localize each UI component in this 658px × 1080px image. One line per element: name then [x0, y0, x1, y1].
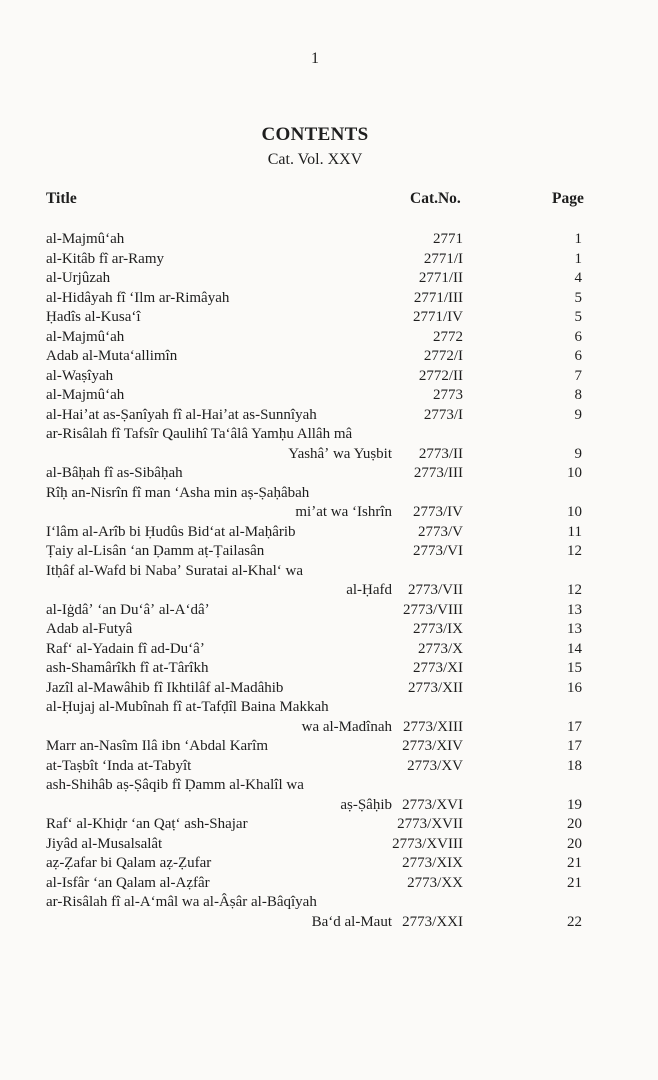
entry-page: 9: [574, 445, 582, 462]
contents-row: [0, 874, 658, 894]
entry-catno: 2773/XIX: [402, 855, 463, 871]
entry-page: 5: [574, 309, 582, 325]
contents-row: [0, 815, 658, 835]
entry-catno: 2773/XVI: [402, 796, 463, 813]
entry-catno: 2773/VI: [413, 543, 463, 559]
entry-page: 1: [574, 231, 582, 247]
contents-row: [0, 796, 658, 816]
contents-row: [0, 679, 658, 699]
entry-title: miʼat wa ʻIshrîn: [295, 504, 392, 520]
contents-row: [0, 640, 658, 660]
page-number: 1: [311, 50, 319, 67]
entry-title: Ḥadîs al-Kusaʻî: [46, 309, 141, 325]
contents-row: [0, 367, 658, 387]
entry-title: al-Waṣîyah: [46, 367, 114, 384]
entry-title: Itḥâf al-Wafd bi Nabaʼ Suratai al-Khalʻ wa: [46, 562, 304, 579]
entry-title: Yashâʼ wa Yuṣbit: [288, 445, 392, 462]
entry-catno: 2771/I: [423, 250, 463, 267]
contents-row: [0, 289, 658, 309]
contents-row: [0, 835, 658, 855]
entry-page: 18: [567, 757, 582, 774]
entry-page: 11: [567, 523, 582, 540]
entry-title: al-Bâḥah fî as-Sibâḥah: [46, 465, 183, 481]
entry-page: 20: [567, 835, 582, 852]
entry-page: 17: [567, 738, 582, 754]
contents-row: [0, 913, 658, 933]
entry-title: al-Iġdâʼ ʻan Duʻâʼ al-Aʻdâʼ: [46, 601, 210, 618]
contents-table: [0, 230, 658, 932]
contents-row: [0, 659, 658, 679]
entry-page: 10: [567, 465, 582, 481]
contents-row: [0, 386, 658, 406]
entry-catno: 2773/XVIII: [392, 835, 463, 852]
entry-page: 10: [567, 504, 582, 520]
contents-row: [0, 523, 658, 543]
entry-catno: 2773/XVII: [397, 816, 463, 832]
entry-catno: 2771: [433, 231, 463, 247]
entry-title: Baʻd al-Maut: [311, 913, 392, 930]
contents-row: [0, 698, 658, 718]
column-header-page: Page: [552, 190, 584, 207]
entry-catno: 2773/XII: [408, 679, 463, 696]
entry-title: al-Kitâb fî ar-Ramy: [46, 250, 164, 267]
contents-row: [0, 854, 658, 874]
entry-page: 1: [574, 250, 582, 267]
entry-catno: 2773/II: [418, 445, 463, 462]
contents-row: [0, 445, 658, 465]
contents-row: [0, 718, 658, 738]
contents-row: [0, 230, 658, 250]
entry-title: ar-Risâlah fî al-Aʻmâl wa al-Âṣâr al-Bâqîyah: [46, 894, 317, 910]
entry-title: ash-Shihâb aṣ-Ṣâqib fî Ḍamm al-Khalîl wa: [46, 777, 304, 793]
entry-catno: 2773/IX: [413, 621, 463, 637]
contents-row: [0, 250, 658, 270]
entry-title: Jiyâd al-Musalsalât: [46, 835, 163, 852]
entry-catno: 2771/III: [413, 289, 463, 306]
entry-catno: 2773/XIV: [402, 738, 463, 754]
entry-page: 5: [574, 289, 582, 306]
entry-catno: 2773/XX: [407, 874, 463, 891]
entry-catno: 2772/I: [423, 348, 463, 364]
entry-page: 20: [567, 816, 582, 832]
column-header-title: Title: [46, 190, 77, 207]
entry-page: 21: [567, 855, 582, 871]
contents-row: [0, 757, 658, 777]
contents-row: [0, 581, 658, 601]
entry-catno: 2771/II: [418, 270, 463, 286]
entry-catno: 2773/XI: [413, 660, 463, 676]
contents-row: [0, 347, 658, 367]
contents-row: [0, 601, 658, 621]
contents-row: [0, 484, 658, 504]
contents-row: [0, 406, 658, 426]
column-header-catno: Cat.No.: [410, 190, 461, 207]
entry-page: 12: [567, 582, 582, 598]
entry-page: 8: [574, 387, 582, 403]
contents-row: [0, 328, 658, 348]
contents-row: [0, 464, 658, 484]
entry-catno: 2771/IV: [413, 309, 463, 325]
entry-catno: 2773/V: [418, 523, 463, 540]
entry-page: 16: [567, 679, 582, 696]
entry-title: al-Ḥujaj al-Mubînah fî at-Tafḍîl Baina Makkah: [46, 699, 329, 715]
entry-page: 17: [567, 718, 582, 735]
entry-title: al-Haiʼat as-Ṣanîyah fî al-Haiʼat as-Sunnîyah: [46, 406, 317, 423]
contents-row: [0, 562, 658, 582]
entry-title: al-Isfâr ʻan Qalam al-Aẓfâr: [46, 874, 210, 891]
contents-title: CONTENTS: [261, 124, 369, 145]
entry-page: 13: [567, 621, 582, 637]
entry-catno: 2773/X: [418, 640, 463, 657]
entry-catno: 2773/XIII: [403, 718, 463, 735]
entry-page: 21: [567, 874, 582, 891]
entry-title: al-Urjûzah: [46, 270, 111, 286]
contents-row: [0, 620, 658, 640]
entry-page: 15: [567, 660, 582, 676]
entry-catno: 2773/I: [423, 406, 463, 423]
contents-row: [0, 503, 658, 523]
contents-row: [0, 308, 658, 328]
contents-row: [0, 269, 658, 289]
entry-title: al-Hidâyah fî ʻIlm ar-Rimâyah: [46, 289, 230, 306]
entry-catno: 2773/VIII: [403, 601, 463, 618]
entry-page: 12: [567, 543, 582, 559]
entry-catno: 2772: [433, 328, 463, 345]
entry-title: ar-Risâlah fî Tafsîr Qaulihî Taʻâlâ Yamḥu Allâh mâ: [46, 426, 353, 442]
contents-row: [0, 737, 658, 757]
entry-page: 6: [574, 328, 582, 345]
entry-title: al-Majmûʻah: [46, 387, 125, 403]
entry-title: Marr an-Nasîm Ilâ ibn ʻAbdal Karîm: [46, 738, 269, 754]
contents-row: [0, 893, 658, 913]
contents-row: [0, 425, 658, 445]
entry-title: ash-Shamârîkh fî at-Târîkh: [46, 660, 209, 676]
entry-catno: 2772/II: [418, 367, 463, 384]
entry-title: Adab al-Mutaʻallimîn: [46, 348, 178, 364]
entry-title: Rafʻ al-Yadain fî ad-Duʻâʼ: [46, 640, 205, 657]
entry-title: Adab al-Futyâ: [46, 621, 133, 637]
entry-title: al-Majmûʻah: [46, 328, 125, 345]
entry-title: Iʻlâm al-Arîb bi Ḥudûs Bidʻat al-Maḥârib: [46, 523, 296, 540]
entry-page: 6: [574, 348, 582, 364]
entry-title: aẓ-Ẓafar bi Qalam aẓ-Ẓufar: [46, 855, 212, 871]
entry-catno: 2773: [433, 387, 463, 403]
contents-row: [0, 776, 658, 796]
entry-title: al-Ḥafd: [346, 582, 392, 598]
entry-title: Jazîl al-Mawâhib fî Ikhtilâf al-Madâhib: [46, 679, 284, 696]
entry-catno: 2773/VII: [408, 582, 463, 598]
entry-page: 9: [574, 406, 582, 423]
entry-page: 7: [574, 367, 582, 384]
entry-page: 14: [567, 640, 582, 657]
entry-page: 4: [574, 270, 582, 286]
entry-catno: 2773/IV: [413, 504, 463, 520]
entry-title: Rafʻ al-Khiḍr ʻan Qaṭʻ ash-Shajar: [46, 816, 248, 832]
entry-title: al-Majmûʻah: [46, 231, 125, 247]
entry-title: aṣ-Ṣâḥib: [340, 796, 392, 813]
entry-page: 22: [567, 913, 582, 930]
entry-title: wa al-Madînah: [301, 718, 392, 735]
entry-page: 13: [567, 601, 582, 618]
entry-title: Rîḥ an-Nisrîn fî man ʻAsha min aṣ-Ṣaḥâbah: [46, 484, 310, 501]
entry-title: Ṭaiy al-Lisân ʻan Ḍamm aṭ-Ṭailasân: [46, 543, 265, 559]
entry-catno: 2773/III: [413, 465, 463, 481]
entry-catno: 2773/XV: [407, 757, 463, 774]
contents-row: [0, 542, 658, 562]
entry-catno: 2773/XXI: [402, 913, 463, 930]
entry-title: at-Taṣbît ʻInda at-Tabyît: [46, 757, 192, 774]
entry-page: 19: [567, 796, 582, 813]
catalogue-volume: Cat. Vol. XXV: [267, 151, 363, 168]
